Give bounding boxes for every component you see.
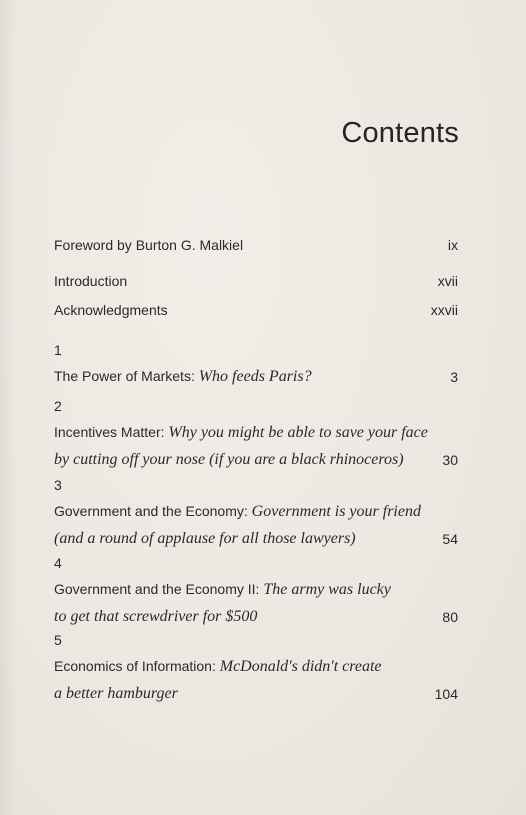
page-fold-shadow: [0, 0, 18, 815]
toc-page-number: ix: [447, 237, 458, 253]
toc-entry-foreword: [54, 232, 458, 258]
toc-entry-label: Foreword by Burton G. Malkiel: [54, 237, 244, 253]
chapter-number: 1: [54, 342, 62, 358]
chapter-number: 3: [54, 477, 62, 493]
chapter-number: 4: [54, 555, 62, 571]
toc-page-number: 54: [442, 531, 458, 547]
chapter-subtitle: McDonald's didn't create: [219, 658, 382, 675]
toc-entry-chapter-3: [54, 472, 458, 552]
chapter-subtitle-cont: a better hamburger: [54, 685, 178, 702]
toc-entry-label: Government and the Economy:: [54, 503, 248, 519]
toc-page-number: 80: [442, 609, 458, 625]
chapter-subtitle: Why you might be able to save your face: [168, 424, 428, 441]
chapter-subtitle-cont: (and a round of applause for all those lawyers): [54, 530, 356, 547]
toc-entry-label: The Power of Markets:: [54, 368, 195, 384]
toc-entry-label: Introduction: [54, 273, 128, 289]
chapter-subtitle-cont: to get that screwdriver for $500: [54, 608, 258, 625]
toc-page-number: 3: [450, 369, 458, 385]
toc-entry-label: Acknowledgments: [54, 302, 168, 318]
chapter-number: 2: [54, 398, 62, 414]
toc-entry-acknowledgments: [54, 297, 458, 323]
chapter-number: 5: [54, 632, 62, 648]
chapter-subtitle: Who feeds Paris?: [198, 368, 312, 385]
toc-entry-label: Government and the Economy II:: [54, 581, 260, 597]
toc-entry-chapter-5: [54, 627, 458, 707]
toc-page-number: 104: [434, 686, 458, 702]
toc-page-number: 30: [442, 452, 458, 468]
chapter-subtitle: Government is your friend: [251, 503, 421, 520]
chapter-subtitle: The army was lucky: [263, 581, 391, 598]
page-title: Contents: [341, 117, 459, 149]
chapter-subtitle-cont: by cutting off your nose (if you are a black rhinoceros): [54, 451, 404, 468]
toc-page-number: xxvii: [430, 302, 458, 318]
toc-entry-chapter-4: [54, 550, 458, 630]
toc-entry-chapter-1: [54, 337, 458, 390]
toc-entry-label: Economics of Information:: [54, 658, 216, 674]
toc-page-number: xvii: [437, 273, 458, 289]
toc-entry-chapter-2: [54, 393, 458, 473]
toc-entry-label: Incentives Matter:: [54, 424, 165, 440]
toc-entry-introduction: [54, 268, 458, 294]
